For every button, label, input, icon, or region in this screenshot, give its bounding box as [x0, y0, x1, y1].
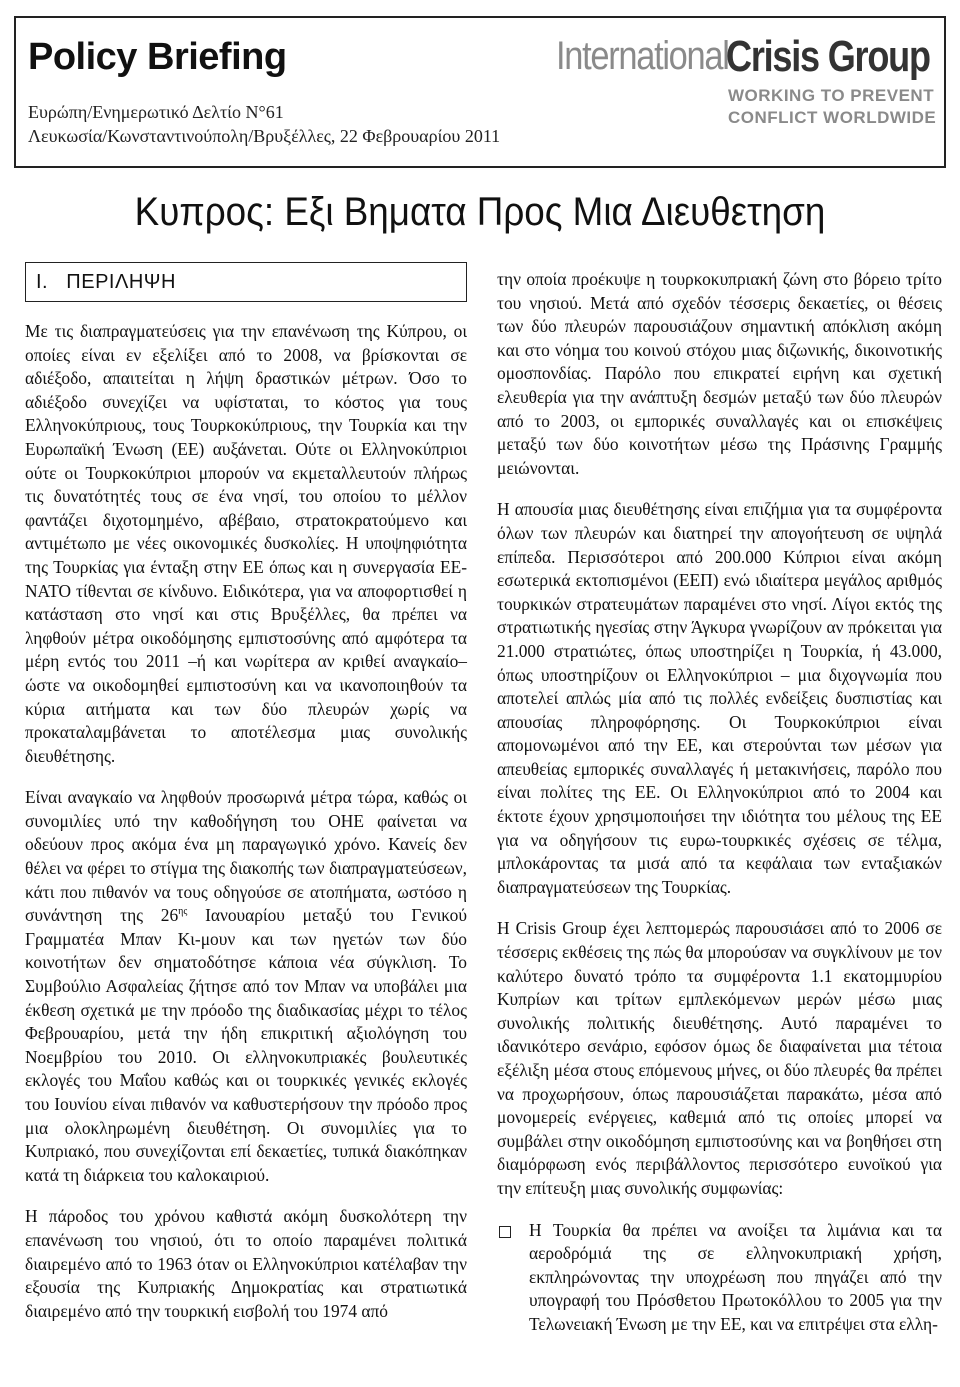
summary-paragraph-3: Η πάροδος του χρόνου καθιστά ακόμη δυσκολότερη την επανένωση του νησιού, ότι το οποίο παραμένει πολιτικά διαιρεμένο από το 1963 όταν οι Ελληνοκύπριοι κατέλαβαν την εξουσία της Κυπριακής Δημοκρατίας και στρατιωτικά διαιρεμένο από την τουρκική εισβολή του 1974 από	[25, 1206, 467, 1321]
brief-type-title: Policy Briefing	[28, 36, 287, 78]
summary-paragraph-5: Η απουσία μιας διευθέτησης είναι επιζήμια για τα συμφέροντα όλων των πλευρών και διατηρεί την απογοήτευση σε υψηλά επίπεδα. Περισσότεροι από 200.000 Κύπριοι είναι ακόμη εσωτερικά εκτοπισμένοι (ΕΕΠ) ενώ ιδιαίτερα μεγάλος αριθμός τουρκικών στρατευμάτων παραμένει στο νησί. Λίγοι εκτός της στρατιωτικής ηγεσίας στην Άγκυρα γνωρίζουν αν πρόκειται για 21.000 στρατιώτες, όπως υποστηρίζει η Τουρκία, ή 43.000, όπως υποστηρίζουν οι Ελληνοκύπριοι – μια διχογνωμία που αποτελεί απλώς μία από τις πολλές ενδείξεις δυσπιστίας και απουσίας πληροφόρησης. Οι Τουρκοκύπριοι είναι απομονωμένοι από την ΕΕ, και στερούνται των μέσων για απευθείας εμπορικές συναλλαγές ή μετακινήσεις, παρόλο που είναι πολίτες της ΕΕ. Οι Ελληνοκύπριοι από το 2004 και έκτοτε έχουν χρησιμοποιήσει την ιδιότητα του μέλους της ΕΕ για να οδηγήσουν τις ευρω-τουρκικές σχέσεις σε τέλμα, μπλοκάροντας τα μισά από τα κεφάλαια των ενταξιακών διαπραγματεύσεων της Τουρκίας.	[497, 499, 942, 897]
paragraph-2-end: Ιανουαρίου μεταξύ του Γενικού Γραμματέα Μπαν Κι-μουν και των ηγετών των δύο κοινοτήτων δεν σηματοδότησε κάποια νέα σύγκλιση. Το Συμβούλιο Ασφαλείας ζήτησε από τον Μπαν να υποβάλει μια έκθεση σχετικά με την πρόοδο της διαδικασίας μέχρι το τέλος Φεβρουαρίου, μετά την ήδη επικριτική αξιολόγηση του Νοεμβρίου του 2010. Οι ελληνοκυπριακές βουλευτικές εκλογές του Μαΐου καθώς και οι τουρκικές γενικές εκλογές του Ιουνίου είναι πιθανόν να καθυστερήσουν την πρόοδο προς μια ολοκληρωμένη διευθέτηση. Οι συνομιλίες για το Κυπριακό, που συνεχίζονται επί δεκαετίες, τυπικά διακόπηκαν κατά τη διάρκεια του καλοκαιριού.	[25, 905, 467, 1185]
summary-paragraph-6: Η Crisis Group έχει λεπτομερώς παρουσιάσει από το 2006 σε τέσσερις εκθέσεις της πώς θα μπορούσαν να συγκλίνουν με τον καλύτερο δυνατό τρόπο τα συμφέροντα 1.1 εκατομμυρίου Κυπρίων και τρίτων εμπλεκόμενων μερών μέσω μιας συνολικής πολιτικής διευθέτησης. Αυτό παραμένει το ιδανικότερο σενάριο, εφόσον όμως δε διαφαίνεται μια τέτοια εξέλιξη μέσα στους επόμενους μήνες, οι δύο πλευρές θα πρέπει να προχωρήσουν, όπως παρουσιάζεται παρακάτω, μέσα από μονομερείς ενέργειες, καθεμιά από τις οποίες μπορεί να συμβάλει στην οικοδόμηση εμπιστοσύνης και να βοηθήσει στη διαμόρφωση ενός περιβάλλοντος περισσότερο ευνοϊκού για την επίτευξη μιας συνολικής συμφωνίας:	[497, 918, 942, 1198]
recommendation-bullet-1	[497, 1219, 942, 1337]
series-label: Ευρώπη/Ενημερωτικό Δελτίο N°61	[28, 102, 284, 122]
summary-paragraph-2	[25, 786, 467, 1187]
logo-tagline-1: WORKING TO PREVENT	[728, 86, 935, 105]
section-heading-summary	[25, 262, 467, 302]
summary-paragraph-4: την οποία προέκυψε η τουρκοκυπριακή ζώνη στο βόρειο τρίτο του νησιού. Μετά από σχεδόν τέσσερις δεκαετίες, οι θέσεις των δύο πλευρών παρουσιάζουν σημαντική απόκλιση ακόμη και στο νόημα του κοινού στόχου μιας διζωνικής, δικοινοτικής ομοσπονδίας. Παρόλο που επικρατεί ειρήνη και σχετική ελευθερία για την ανάπτυξη δεσμών μεταξύ των δύο πλευρών από το 2003, οι εμπορικές συναλλαγές και οι επισκέψεις μεταξύ των δύο κοινοτήτων μέσω της Πράσινης Γραμμής μειώνονται.	[497, 269, 942, 478]
summary-paragraph-1: Με τις διαπραγματεύσεις για την επανένωση της Κύπρου, οι οποίες είναι εν εξελίξει από το 2008, να βρίσκονται σε αδιέξοδο, απαιτείται η λήψη δραστικών μέτρων. Όσο το αδιέξοδο συνεχίζει να υφίσταται, το κόστος για τους Ελληνοκύπριους, τους Τουρκοκύπριους, την Τουρκία και την Ευρωπαϊκή Ένωση (ΕΕ) αυξάνεται. Ούτε οι Ελληνοκύπριοι ούτε οι Τουρκοκύπριοι μπορούν να εκμεταλλευτούν πλήρως τις δυνατότητές τους σε ένα νησί, του οποίου το μέλλον φαντάζει διχοτομημένο, αβέβαιο, στρατοκρατούμενο και αντιμέτωπο με νέες οικονομικές δυσκολίες. Η υποψηφιότητα της Τουρκίας για ένταξη στην ΕΕ όπως και η συνεργασία ΕΕ-ΝΑΤΟ τίθενται σε κίνδυνο. Ειδικότερα, για να αποφορτισθεί η κατάσταση στο νησί και στις Βρυξέλλες, θα πρέπει να ληφθούν μέτρα οικοδόμησης εμπιστοσύνης από αμφότερα τα μέρη εντός του 2011 –ή και νωρίτερα αν κριθεί αναγκαίο– ώστε να οικοδομηθεί εμπιστοσύνη και να ικανοποιηθούν τα κύρια αιτήματα και των δύο πλευρών χωρίς να προκαταλαμβάνεται το αποτέλεσμα μιας συνολικής διευθέτησης.	[25, 321, 467, 766]
logo-tagline-2: CONFLICT WORLDWIDE	[728, 108, 937, 127]
left-column	[25, 262, 467, 1341]
logo-international: International	[556, 34, 729, 78]
document-title: Κυπρος: Εξι Βηματα Προς Μια Διευθετηση	[134, 190, 826, 234]
crisis-group-logo	[556, 26, 936, 136]
checkbox-bullet-icon	[499, 1226, 511, 1238]
logo-crisis-group: Crisis Group	[726, 32, 930, 81]
section-heading-label: I. ΠΕΡΙΛΗΨΗ	[36, 271, 176, 293]
bullet-text: Η Τουρκία θα πρέπει να ανοίξει τα λιμάνια και τα αεροδρόμιά της σε ελληνοκυπριακή χρήση, εκπληρώνοντας την υποχρέωση που πηγάζει από την υπογραφή του Πρόσθετου Πρωτοκόλλου το 2005 για την Τελωνειακή Ένωση με την ΕΕ, και να επιτρέψει στα ελλη-	[529, 1219, 942, 1334]
dateline: Λευκωσία/Κωνσταντινούπολη/Βρυξέλλες, 22 Φεβρουαρίου 2011	[28, 126, 501, 146]
ordinal-suffix: ης	[178, 906, 188, 918]
right-column	[497, 268, 942, 1337]
header-box	[14, 16, 946, 168]
paragraph-2-start: Είναι αναγκαίο να ληφθούν προσωρινά μέτρα τώρα, καθώς οι συνομιλίες υπό την καθοδήγηση του ΟΗΕ φαίνεται να οδεύουν προς ακόμα ένα μη παραγωγικό χρόνο. Κανείς δεν θέλει να φέρει το στίγμα της διακοπής των διαπραγματεύσεων, κάτι που πιθανόν να τους οδηγούσε σε ατοπήματα, ωστόσο η συνάντηση της 26	[25, 787, 467, 926]
